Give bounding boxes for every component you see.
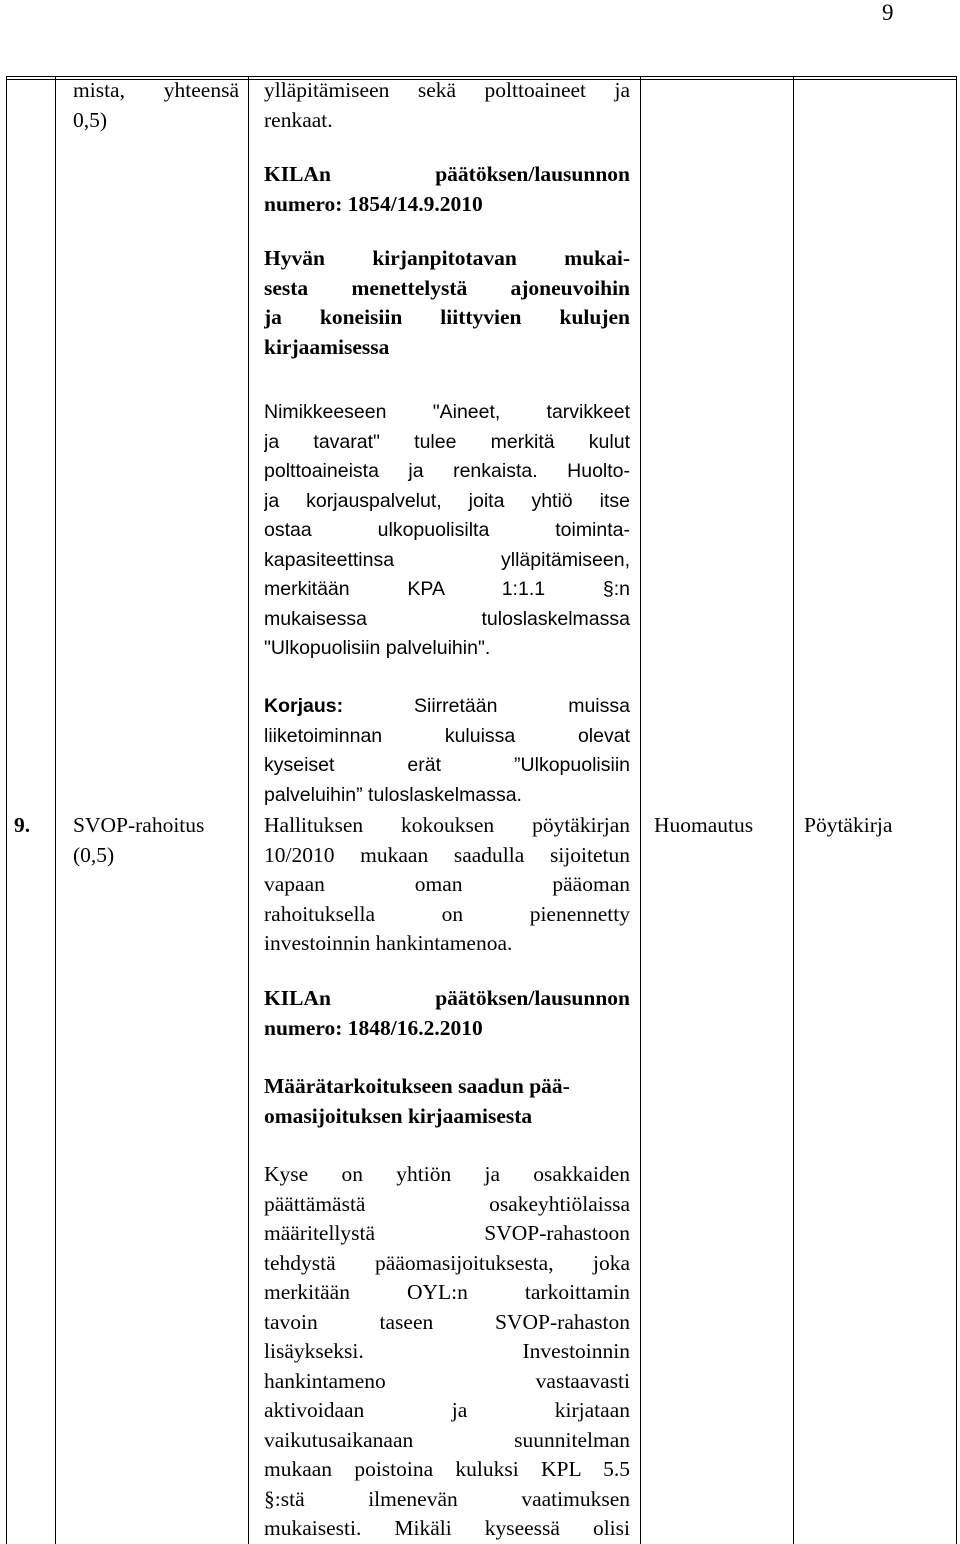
text-line: Kyse on yhtiön ja osakkaiden <box>264 1162 630 1186</box>
text-line: mukaisesti. Mikäli kyseessä olisi <box>264 1516 630 1540</box>
paragraph-p5 <box>264 1160 630 1544</box>
text-line: omasijoituksen kirjaamisesta <box>264 1103 533 1128</box>
text-line: numero: 1848/16.2.2010 <box>264 1015 483 1040</box>
assessment-cell: Huomautus <box>654 813 754 837</box>
text-line: polttoaineista ja renkaista. Huolto- <box>264 460 630 482</box>
text-line: Määrätarkoitukseen saadun pää- <box>264 1074 570 1098</box>
text-line: mukaisessa tuloslaskelmassa <box>264 607 630 630</box>
prev-criterion-line: 0,5) <box>73 107 108 132</box>
text-line: KILAn päätöksen/lausunnon <box>264 986 630 1010</box>
source-cell: Pöytäkirja <box>804 813 893 837</box>
text-line: ja tavarat" tulee merkitä kulut <box>264 430 630 453</box>
paragraph-p1 <box>264 76 630 135</box>
text-line: Hyvän kirjanpitotavan mukai- <box>264 246 630 270</box>
text-line: lisäykseksi. Investoinnin <box>264 1339 630 1363</box>
text-line: vaikutusaikanaan suunnitelman <box>264 1427 630 1452</box>
word: muissa <box>568 695 630 717</box>
kila-reference-2 <box>264 984 630 1043</box>
text-line: aktivoidaan ja kirjataan <box>264 1398 630 1422</box>
korjaus-label: Korjaus: <box>264 695 344 717</box>
text-line: kirjaamisessa <box>264 334 390 359</box>
text-line: liiketoiminnan kuluissa olevat <box>264 724 630 747</box>
text-line: investoinnin hankintamenoa. <box>264 931 513 955</box>
text-line: sesta menettelystä ajoneuvoihin <box>264 275 630 300</box>
text-line: tehdystä pääomasijoituksesta, joka <box>264 1250 630 1275</box>
korjaus-first-line <box>414 692 630 722</box>
text-line: ja korjauspalvelut, joita yhtiö itse <box>264 489 630 512</box>
text-line: päättämästä osakeyhtiölaissa <box>264 1191 630 1216</box>
paragraph-p2 <box>264 398 630 664</box>
prev-criterion-line: mista, yhteensä <box>73 78 239 102</box>
text-line: Nimikkeeseen "Aineet, tarvikkeet <box>264 401 630 423</box>
text-line: vapaan oman pääoman <box>264 872 630 896</box>
heading-kirjanpitotapa <box>264 244 630 362</box>
paragraph-korjaus <box>264 692 630 810</box>
text-line: merkitään KPA 1:1.1 §:n <box>264 578 630 600</box>
text-line: ylläpitämiseen sekä polttoaineet ja <box>264 78 630 102</box>
text-line: KILAn päätöksen/lausunnon <box>264 162 630 186</box>
paragraph-p4 <box>264 811 630 959</box>
text-line: "Ulkopuolisiin palveluihin". <box>264 637 491 659</box>
text-line: ja koneisiin liittyvien kulujen <box>264 305 630 329</box>
text-line: numero: 1854/14.9.2010 <box>264 191 483 216</box>
text-line: §:stä ilmenevän vaatimuksen <box>264 1486 630 1511</box>
row-number: 9. <box>14 813 31 837</box>
text-line: renkaat. <box>264 107 333 132</box>
text-line: ostaa ulkopuolisilta toiminta- <box>264 519 630 541</box>
text-line: hankintameno vastaavasti <box>264 1368 630 1393</box>
criterion-line: SVOP-rahoitus <box>73 813 205 837</box>
text-line: merkitään OYL:n tarkoittamin <box>264 1280 630 1304</box>
text-line: rahoituksella on pienennetty <box>264 901 630 926</box>
kila-reference-1 <box>264 160 630 219</box>
text-line: tavoin taseen SVOP-rahaston <box>264 1309 630 1334</box>
text-line: määritellystä SVOP-rahastoon <box>264 1221 630 1245</box>
text-line: mukaan poistoina kuluksi KPL 5.5 <box>264 1457 630 1481</box>
text-line: Hallituksen kokouksen pöytäkirjan <box>264 813 630 837</box>
text-line: kapasiteettinsa ylläpitämiseen, <box>264 548 630 571</box>
heading-paaomasijoitus <box>264 1072 630 1131</box>
text-line: palveluihin” tuloslaskelmassa. <box>264 783 522 806</box>
page-number: 9 <box>882 0 894 25</box>
text-line: kyseiset erät ”Ulkopuolisiin <box>264 754 630 776</box>
text-line <box>264 692 630 722</box>
text-line: 10/2010 mukaan saadulla sijoitetun <box>264 842 630 867</box>
criterion-line: (0,5) <box>73 842 115 867</box>
word: Siirretään <box>414 695 498 717</box>
row9-criterion <box>73 811 239 870</box>
